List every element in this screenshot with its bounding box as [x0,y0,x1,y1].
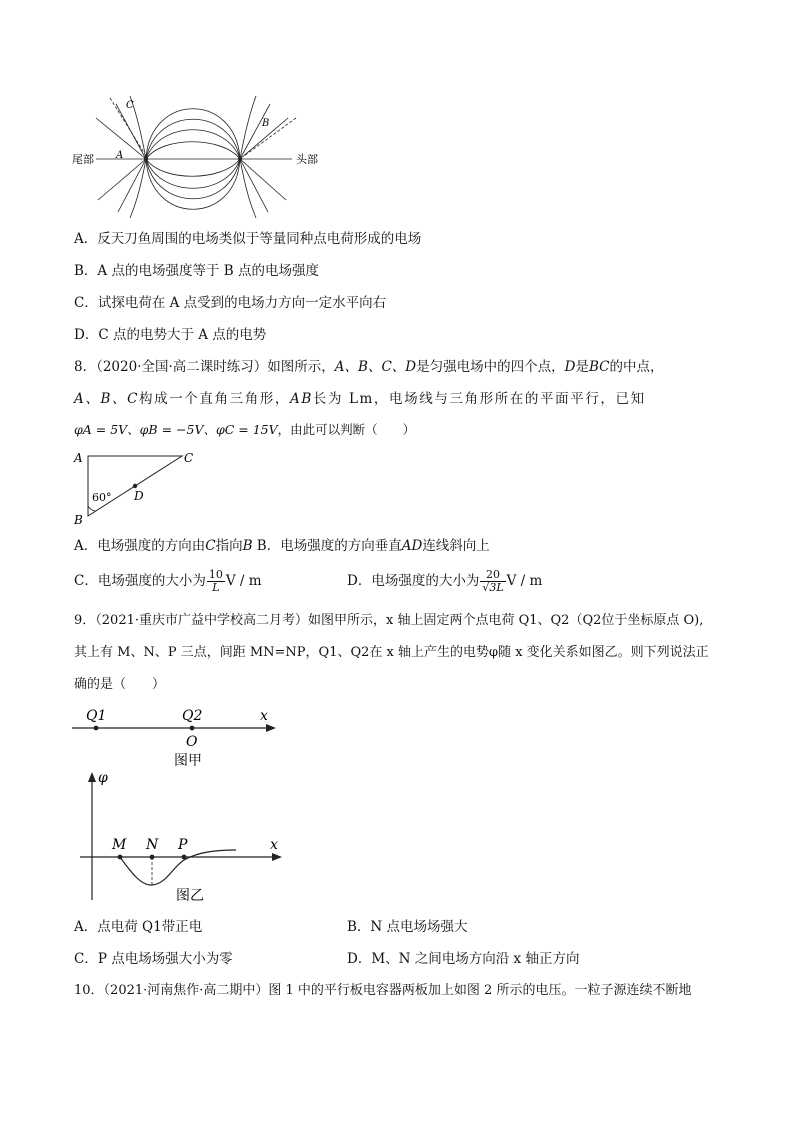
yi-phi-label: φ [98,770,108,786]
tail-label: 尾部 [72,153,94,166]
q7-option-c: C．试探电荷在 A 点受到的电场力方向一定水平向右 [74,295,387,311]
q9-figure-yi [70,768,290,908]
yi-caption: 图乙 [176,888,204,904]
m-dot [118,855,123,860]
q8-option-c [74,566,262,596]
q8-stem-end: 的中点， [609,359,664,375]
q8-stem-points: A、B、C、D [334,359,417,375]
tri-label-a: A [74,451,83,465]
q8-line3-text: ，由此可以判断（ ） [277,422,416,437]
q8-option-b-end: 连线斜向上 [422,538,490,554]
q9-option-d: D．M、N 之间电场方向沿 x 轴正方向 [347,951,580,967]
q8-option-c-fraction [207,569,225,594]
q8-line2-text1: 构成一个直角三角形， [139,391,290,407]
q10-stem-line1: 10．（2021·河南焦作·高二期中）图 1 中的平行板电容器两板加上如图 2 所示的电压。一粒子源连续不断地 [74,983,692,998]
q9-stem-line1: 9．（2021·重庆市广益中学校高二月考）如图甲所示，x 轴上固定两个点电荷 Q1、Q2（Q2位于坐标原点 O), [74,613,704,628]
q8-stem-line1 [74,358,663,376]
q8-triangle-figure [70,448,210,528]
q8-option-d-num: 20 [480,569,505,582]
q8-option-a-mid: 指向 [215,538,243,554]
q9-figure-jia [70,700,290,770]
q8-option-a-prefix: A．电场强度的方向由 [74,538,206,554]
yi-y-arrow [88,772,96,782]
q8-potentials: φA = 5V、φB = −5V、φC = 15V [74,422,278,437]
jia-x-label: x [260,708,268,724]
q9-option-b: B．N 点电场场强大 [347,919,468,935]
yi-m-label: M [112,837,127,853]
jia-caption: 图甲 [174,753,202,769]
jia-q1-label: Q1 [86,708,107,724]
q8-option-b-prefix: B．电场强度的方向垂直 [252,538,402,554]
q8-stem-d: D [564,359,576,375]
q8-line2-ab: AB [290,391,313,407]
q8-option-d-den: √3L [482,581,504,594]
q9-option-a: A．点电荷 Q1带正电 [74,919,203,935]
p-dot [182,855,187,860]
q8-option-c-num: 10 [208,568,223,581]
fish-field-figure [72,96,332,218]
tri-label-b: B [74,513,83,527]
fish-point-b: B [262,118,270,129]
angle-arc [88,506,96,511]
q7-option-b: B．A 点的电场强度等于 B 点的电场强度 [74,263,319,279]
fish-point-c: C [126,100,134,111]
q9-stem-line2: 其上有 M、N、P 三点，间距 MN=NP，Q1、Q2在 x 轴上产生的电势φ随 x 变化关系如图乙。则下列说法正 [74,645,709,660]
n-dot [150,855,155,860]
yi-p-label: P [178,837,188,853]
q1-dot [94,726,99,731]
q7-option-a: A．反天刀鱼周围的电场类似于等量同种点电荷形成的电场 [74,231,422,247]
potential-curve [120,850,236,885]
q8-line2-text2: 长为 Lm，电场线与三角形所在的平面平行，已知 [312,391,646,407]
jia-axis-arrow [266,724,276,732]
tail-charge-dot [144,157,148,161]
q8-stem-line2 [74,390,646,408]
q8-option-a-b: B [242,538,253,554]
tri-angle-label: 60° [92,491,112,504]
q8-option-c-unit: V / m [225,573,262,589]
q8-option-d-fraction [480,569,505,594]
q8-stem-line3 [74,421,415,439]
fish-point-a: A [116,150,124,161]
head-charge-dot [238,157,242,161]
q7-option-d: D．C 点的电势大于 A 点的电势 [74,327,267,343]
q8-option-a-c: C [205,538,216,554]
jia-q2-label: Q2 [182,708,203,724]
q8-line2-points: A、B、C [74,391,139,407]
q8-stem-bc: BC [588,359,610,375]
q8-option-c-den: L [212,581,220,594]
yi-x-arrow [272,853,282,861]
q8-option-d-prefix: D．电场强度的大小为 [347,573,480,589]
q8-option-d [347,566,542,596]
yi-n-label: N [146,837,159,853]
q9-stem-line3: 确的是（ ） [74,677,166,692]
head-label: 头部 [296,153,318,166]
point-d-dot [133,484,137,488]
tri-label-c: C [184,451,194,465]
yi-x-label: x [270,837,278,853]
q8-option-d-unit: V / m [506,573,543,589]
q8-stem-prefix: 8．（2020·全国·高二课时练习）如图所示， [74,359,335,375]
jia-o-label: O [186,734,198,750]
q8-option-c-prefix: C．电场强度的大小为 [74,573,206,589]
q8-options-ab [74,537,490,555]
tri-label-d: D [134,489,144,503]
q9-option-c: C．P 点电场场强大小为零 [74,951,233,967]
q8-option-b-ad: AD [401,538,423,554]
q2-dot [190,726,195,731]
q8-stem-mid: 是匀强电场中的四个点， [416,359,565,375]
q8-stem-d-text: 是 [575,359,589,375]
